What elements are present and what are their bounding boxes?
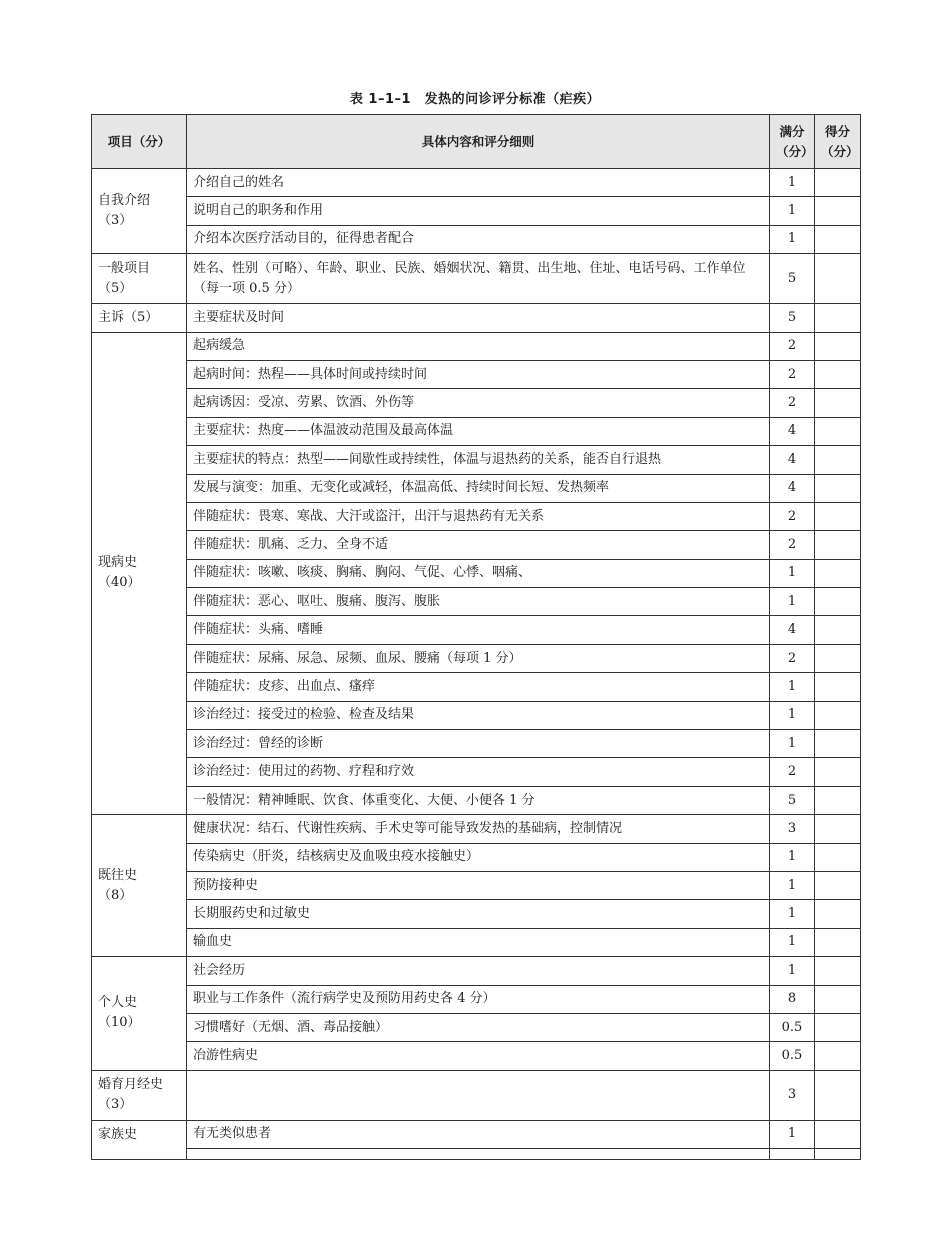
- table-header-row: [92, 115, 861, 169]
- section-category-cell: [92, 957, 187, 1071]
- section-category-cell: [92, 1070, 187, 1120]
- table-row: [92, 304, 861, 332]
- item-full-score: 1: [770, 559, 815, 587]
- item-full-score: 4: [770, 616, 815, 644]
- table-row: [92, 701, 861, 729]
- item-full-score: 4: [770, 446, 815, 474]
- table-row: [92, 474, 861, 502]
- item-got-score-cell[interactable]: [815, 588, 861, 616]
- item-description: 社会经历: [187, 957, 770, 985]
- table-row: [92, 730, 861, 758]
- item-full-score: 1: [770, 673, 815, 701]
- item-description: 一般情况：精神睡眠、饮食、体重变化、大便、小便各 1 分: [187, 786, 770, 814]
- item-got-score-cell[interactable]: [815, 197, 861, 225]
- item-description: 伴随症状：头痛、嗜睡: [187, 616, 770, 644]
- section-name: 婚育月经史: [98, 1077, 164, 1093]
- table-row: [92, 758, 861, 786]
- item-description: 习惯嗜好（无烟、酒、毒品接触）: [187, 1013, 770, 1041]
- table-row: [92, 360, 861, 388]
- item-description: 起病缓急: [187, 332, 770, 360]
- item-got-score-cell[interactable]: [815, 360, 861, 388]
- item-full-score: 1: [770, 169, 815, 197]
- item-full-score: 2: [770, 389, 815, 417]
- item-description: 有无类似患者: [187, 1120, 770, 1148]
- section-score: （40）: [98, 575, 141, 591]
- item-description: 诊治经过：接受过的检验、检查及结果: [187, 701, 770, 729]
- table-row: [92, 197, 861, 225]
- item-full-score: 2: [770, 644, 815, 672]
- table-row: [92, 225, 861, 253]
- item-got-score-cell[interactable]: [815, 900, 861, 928]
- item-got-score-cell[interactable]: [815, 531, 861, 559]
- scoring-table: [91, 114, 861, 1160]
- item-description: 预防接种史: [187, 871, 770, 899]
- item-full-score: 1: [770, 225, 815, 253]
- item-description: 诊治经过：曾经的诊断: [187, 730, 770, 758]
- item-description: [187, 1149, 770, 1160]
- item-got-score-cell[interactable]: [815, 871, 861, 899]
- table-row: [92, 616, 861, 644]
- header-got-score-line1: 得分: [824, 123, 850, 139]
- item-description: 主要症状的特点：热型——间歇性或持续性，体温与退热药的关系，能否自行退热: [187, 446, 770, 474]
- section-category-cell: [92, 254, 187, 304]
- item-full-score: 1: [770, 197, 815, 225]
- item-got-score-cell[interactable]: [815, 616, 861, 644]
- item-description: 伴随症状：畏寒、寒战、大汗或盗汗，出汗与退热药有无关系: [187, 502, 770, 530]
- item-description: 伴随症状：肌痛、乏力、全身不适: [187, 531, 770, 559]
- item-full-score: 3: [770, 815, 815, 843]
- table-row: [92, 985, 861, 1013]
- item-full-score: 1: [770, 588, 815, 616]
- item-description: 介绍自己的姓名: [187, 169, 770, 197]
- item-got-score-cell[interactable]: [815, 701, 861, 729]
- item-description: 职业与工作条件（流行病学史及预防用药史各 4 分）: [187, 985, 770, 1013]
- item-got-score-cell[interactable]: [815, 644, 861, 672]
- item-got-score-cell[interactable]: [815, 843, 861, 871]
- item-full-score: 3: [770, 1070, 815, 1120]
- item-got-score-cell[interactable]: [815, 446, 861, 474]
- item-got-score-cell[interactable]: [815, 786, 861, 814]
- item-full-score: 4: [770, 417, 815, 445]
- item-got-score-cell[interactable]: [815, 254, 861, 304]
- item-got-score-cell[interactable]: [815, 673, 861, 701]
- item-full-score: 1: [770, 1120, 815, 1148]
- table-row: [92, 588, 861, 616]
- section-score: （3）: [98, 213, 133, 229]
- item-description: 主要症状：热度——体温波动范围及最高体温: [187, 417, 770, 445]
- item-got-score-cell[interactable]: [815, 758, 861, 786]
- item-full-score: 2: [770, 502, 815, 530]
- item-description: 冶游性病史: [187, 1042, 770, 1070]
- item-full-score: 2: [770, 332, 815, 360]
- item-full-score: 5: [770, 254, 815, 304]
- item-description: 诊治经过：使用过的药物、疗程和疗效: [187, 758, 770, 786]
- header-full-score-line1: 满分: [779, 123, 805, 139]
- section-category-cell: [92, 1120, 187, 1159]
- item-description: 说明自己的职务和作用: [187, 197, 770, 225]
- section-name: 自我介绍: [98, 193, 151, 209]
- table-row: [92, 673, 861, 701]
- item-got-score-cell[interactable]: [815, 957, 861, 985]
- item-got-score-cell[interactable]: [815, 985, 861, 1013]
- item-got-score-cell[interactable]: [815, 474, 861, 502]
- item-got-score-cell[interactable]: [815, 1120, 861, 1148]
- item-description: 起病时间：热程——具体时间或持续时间: [187, 360, 770, 388]
- item-description: 伴随症状：皮疹、出血点、瘙痒: [187, 673, 770, 701]
- item-full-score: 1: [770, 730, 815, 758]
- header-got-score: [815, 115, 861, 169]
- section-category-cell: [92, 304, 187, 332]
- section-score: （8）: [98, 887, 133, 903]
- table-row: [92, 644, 861, 672]
- header-full-score-line2: （分）: [776, 143, 814, 159]
- section-category-cell: [92, 815, 187, 957]
- item-full-score: 2: [770, 531, 815, 559]
- item-got-score-cell[interactable]: [815, 417, 861, 445]
- item-got-score-cell[interactable]: [815, 332, 861, 360]
- table-row: [92, 957, 861, 985]
- table-row: [92, 332, 861, 360]
- section-name: 个人史: [98, 995, 138, 1011]
- item-full-score: 5: [770, 786, 815, 814]
- item-got-score-cell[interactable]: [815, 1149, 861, 1160]
- item-full-score: 2: [770, 758, 815, 786]
- item-got-score-cell[interactable]: [815, 169, 861, 197]
- item-description: 输血史: [187, 928, 770, 956]
- item-got-score-cell[interactable]: [815, 730, 861, 758]
- item-description: 伴随症状：咳嗽、咳痰、胸痛、胸闷、气促、心悸、咽痛、: [187, 559, 770, 587]
- item-full-score: 1: [770, 957, 815, 985]
- table-row: [92, 417, 861, 445]
- item-got-score-cell[interactable]: [815, 559, 861, 587]
- item-description: 姓名、性别（可略）、年龄、职业、民族、婚姻状况、籍贯、出生地、住址、电话号码、工作单位（每一项 0.5 分）: [187, 254, 770, 304]
- item-full-score: 8: [770, 985, 815, 1013]
- section-name: 家族史: [98, 1126, 138, 1142]
- item-full-score: 1: [770, 701, 815, 729]
- table-row: [92, 1070, 861, 1120]
- item-full-score: 1: [770, 843, 815, 871]
- table-row: [92, 531, 861, 559]
- table-row: [92, 446, 861, 474]
- item-got-score-cell[interactable]: [815, 389, 861, 417]
- table-row: [92, 559, 861, 587]
- item-full-score: 5: [770, 304, 815, 332]
- item-got-score-cell[interactable]: [815, 502, 861, 530]
- table-row: [92, 815, 861, 843]
- table-row: [92, 1013, 861, 1041]
- table-row: [92, 1042, 861, 1070]
- item-description: 发展与演变：加重、无变化或减轻，体温高低、持续时间长短、发热频率: [187, 474, 770, 502]
- item-full-score: 4: [770, 474, 815, 502]
- section-name: 一般项目: [98, 260, 151, 276]
- item-full-score: 1: [770, 900, 815, 928]
- item-full-score: 0.5: [770, 1042, 815, 1070]
- item-full-score: 1: [770, 928, 815, 956]
- item-description: 长期服药史和过敏史: [187, 900, 770, 928]
- header-content: 具体内容和评分细则: [187, 115, 770, 169]
- item-description: 主要症状及时间: [187, 304, 770, 332]
- item-description: 传染病史（肝炎，结核病史及血吸虫疫水接触史）: [187, 843, 770, 871]
- table-row: [92, 843, 861, 871]
- table-row: [92, 169, 861, 197]
- item-description: 起病诱因：受凉、劳累、饮酒、外伤等: [187, 389, 770, 417]
- section-name: 既往史: [98, 867, 138, 883]
- table-row: [92, 1149, 861, 1160]
- item-description: [187, 1070, 770, 1120]
- table-row: [92, 254, 861, 304]
- item-description: 伴随症状：尿痛、尿急、尿频、血尿、腰痛（每项 1 分）: [187, 644, 770, 672]
- header-category: 项目（分）: [92, 115, 187, 169]
- section-name: 主诉（5）: [98, 309, 159, 325]
- section-score: （5）: [98, 280, 133, 296]
- item-description: 健康状况：结石、代谢性疾病、手术史等可能导致发热的基础病，控制情况: [187, 815, 770, 843]
- item-got-score-cell[interactable]: [815, 1042, 861, 1070]
- item-full-score: 1: [770, 871, 815, 899]
- section-category-cell: [92, 332, 187, 815]
- item-got-score-cell[interactable]: [815, 225, 861, 253]
- table-title: 表 1–1–1 发热的问诊评分标准（疟疾）: [349, 92, 601, 107]
- table-row: [92, 900, 861, 928]
- table-row: [92, 871, 861, 899]
- header-full-score: [770, 115, 815, 169]
- header-got-score-line2: （分）: [821, 143, 859, 159]
- section-score: （3）: [98, 1097, 133, 1113]
- item-got-score-cell[interactable]: [815, 1070, 861, 1120]
- section-score: （10）: [98, 1015, 141, 1031]
- item-full-score: 0.5: [770, 1013, 815, 1041]
- item-got-score-cell[interactable]: [815, 304, 861, 332]
- table-row: [92, 786, 861, 814]
- table-row: [92, 502, 861, 530]
- item-description: 介绍本次医疗活动目的，征得患者配合: [187, 225, 770, 253]
- item-got-score-cell[interactable]: [815, 815, 861, 843]
- section-category-cell: [92, 169, 187, 254]
- item-full-score: [770, 1149, 815, 1160]
- section-name: 现病史: [98, 555, 138, 571]
- table-body: [92, 169, 861, 1160]
- table-row: [92, 1120, 861, 1148]
- item-got-score-cell[interactable]: [815, 1013, 861, 1041]
- item-description: 伴随症状：恶心、呕吐、腹痛、腹泻、腹胀: [187, 588, 770, 616]
- table-row: [92, 389, 861, 417]
- item-got-score-cell[interactable]: [815, 928, 861, 956]
- table-row: [92, 928, 861, 956]
- item-full-score: 2: [770, 360, 815, 388]
